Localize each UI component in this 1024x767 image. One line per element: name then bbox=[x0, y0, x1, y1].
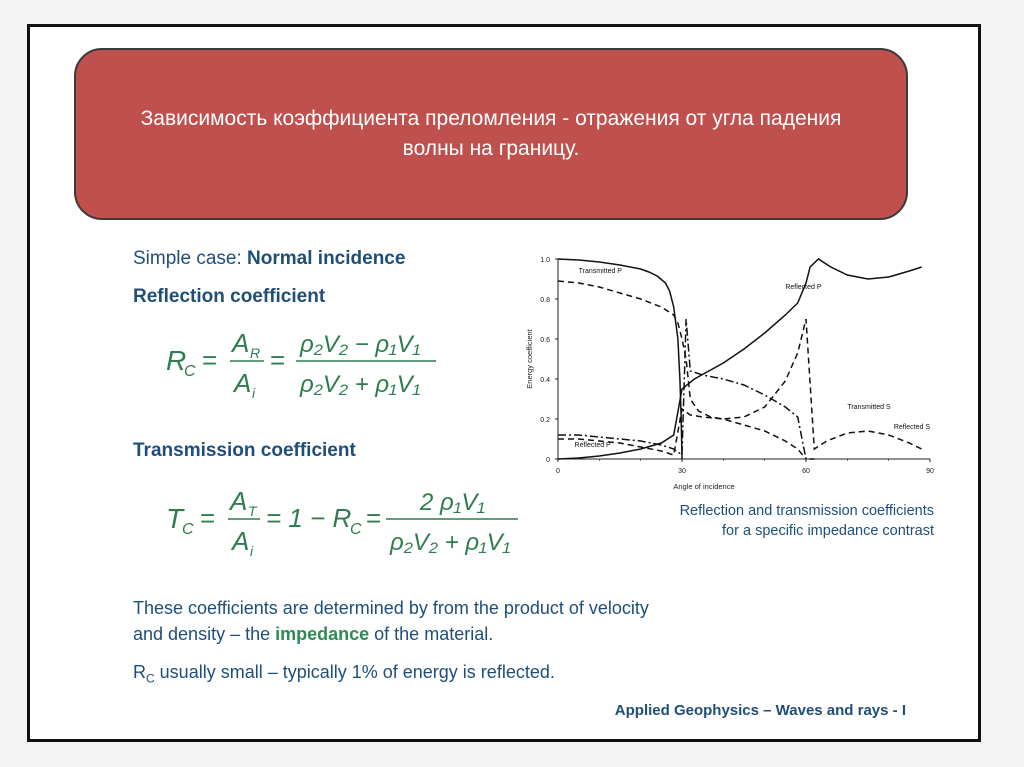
series-line-2 bbox=[558, 259, 922, 459]
y-tick-label: 0 bbox=[546, 457, 550, 464]
figure-caption bbox=[600, 501, 934, 541]
paragraph-1-line-2 bbox=[133, 624, 493, 645]
at-symbol: A bbox=[230, 486, 248, 516]
one-minus-rc: = 1 − R bbox=[266, 503, 352, 533]
title-banner bbox=[74, 48, 908, 220]
annotation-label: Transmitted P bbox=[578, 268, 622, 275]
transmission-numerator: 2 ρ₁V₁ bbox=[420, 489, 485, 516]
annotation-label: Reflected S bbox=[893, 424, 930, 431]
impedance-term: impedance bbox=[275, 624, 370, 644]
para1-post: of the material. bbox=[369, 624, 494, 644]
tc-symbol: T bbox=[166, 503, 184, 534]
simple-case-line bbox=[133, 248, 405, 270]
annotation-label: Transmitted S bbox=[847, 404, 891, 411]
ai-sub-2: i bbox=[250, 543, 254, 559]
x-tick-label: 30 bbox=[678, 468, 686, 475]
x-tick-label: 0 bbox=[556, 468, 560, 475]
y-tick-label: 0.6 bbox=[540, 337, 550, 344]
banner-line-1: Зависимость коэффициента преломления - отражения от угла падения bbox=[140, 107, 842, 130]
y-tick-label: 0.8 bbox=[540, 297, 550, 304]
annotation-label: Reflected P bbox=[785, 284, 822, 291]
simple-case-prefix: Simple case: bbox=[133, 248, 248, 269]
ar-sub: R bbox=[250, 345, 261, 361]
ai-symbol: A bbox=[234, 368, 252, 398]
transmission-equation bbox=[160, 480, 530, 564]
banner-line-2: волны на границу. bbox=[402, 137, 580, 160]
rc-text-sub: C bbox=[146, 671, 155, 686]
reflection-numerator: ρ₂V₂ − ρ₁V₁ bbox=[300, 331, 421, 358]
caption-line-1: Reflection and transmission coefficients bbox=[679, 503, 934, 519]
transmission-heading: Transmission coefficient bbox=[133, 440, 356, 461]
x-tick-label: 60 bbox=[802, 468, 810, 475]
rc-sub-2: C bbox=[350, 521, 362, 538]
transmission-denominator: ρ₂V₂ + ρ₁V₁ bbox=[390, 529, 511, 556]
rc-text: R bbox=[133, 662, 146, 682]
x-axis-label: Angle of incidence bbox=[673, 482, 735, 491]
paragraph-1-line-1: These coefficients are determined by from the product of velocity bbox=[133, 598, 649, 618]
rc-sub: C bbox=[184, 363, 196, 380]
y-tick-label: 1.0 bbox=[540, 257, 550, 264]
at-sub: T bbox=[248, 503, 257, 519]
simple-case-bold: Normal incidence bbox=[247, 248, 406, 269]
reflection-heading: Reflection coefficient bbox=[133, 286, 326, 307]
series-line-3 bbox=[558, 319, 814, 459]
equals-3: = bbox=[200, 503, 216, 533]
para1-pre: and density – the bbox=[133, 624, 276, 644]
series-line-1 bbox=[558, 259, 682, 459]
y-tick-label: 0.4 bbox=[540, 377, 550, 384]
coefficient-chart bbox=[518, 244, 948, 500]
equals-4: = bbox=[366, 503, 382, 533]
rc-symbol: R bbox=[166, 345, 187, 376]
ai-sub: i bbox=[252, 385, 256, 401]
x-tick-label: 90 bbox=[926, 468, 934, 475]
paragraph-2 bbox=[133, 662, 555, 686]
reflection-denominator: ρ₂V₂ + ρ₁V₁ bbox=[300, 371, 421, 398]
annotation-label: Reflected P bbox=[574, 442, 611, 449]
ar-symbol: A bbox=[232, 328, 250, 358]
equals-2: = bbox=[270, 345, 286, 375]
para2-rest: usually small – typically 1% of energy is reflected. bbox=[154, 662, 555, 682]
equals-1: = bbox=[202, 345, 218, 375]
footer: Applied Geophysics – Waves and rays - I bbox=[614, 702, 906, 719]
caption-line-2: for a specific impedance contrast bbox=[722, 523, 934, 539]
y-axis-label: Energy coefficient bbox=[525, 329, 534, 389]
y-tick-label: 0.2 bbox=[540, 417, 550, 424]
tc-sub: C bbox=[182, 521, 194, 538]
ai-symbol-2: A bbox=[232, 526, 250, 556]
reflection-equation bbox=[160, 322, 460, 406]
